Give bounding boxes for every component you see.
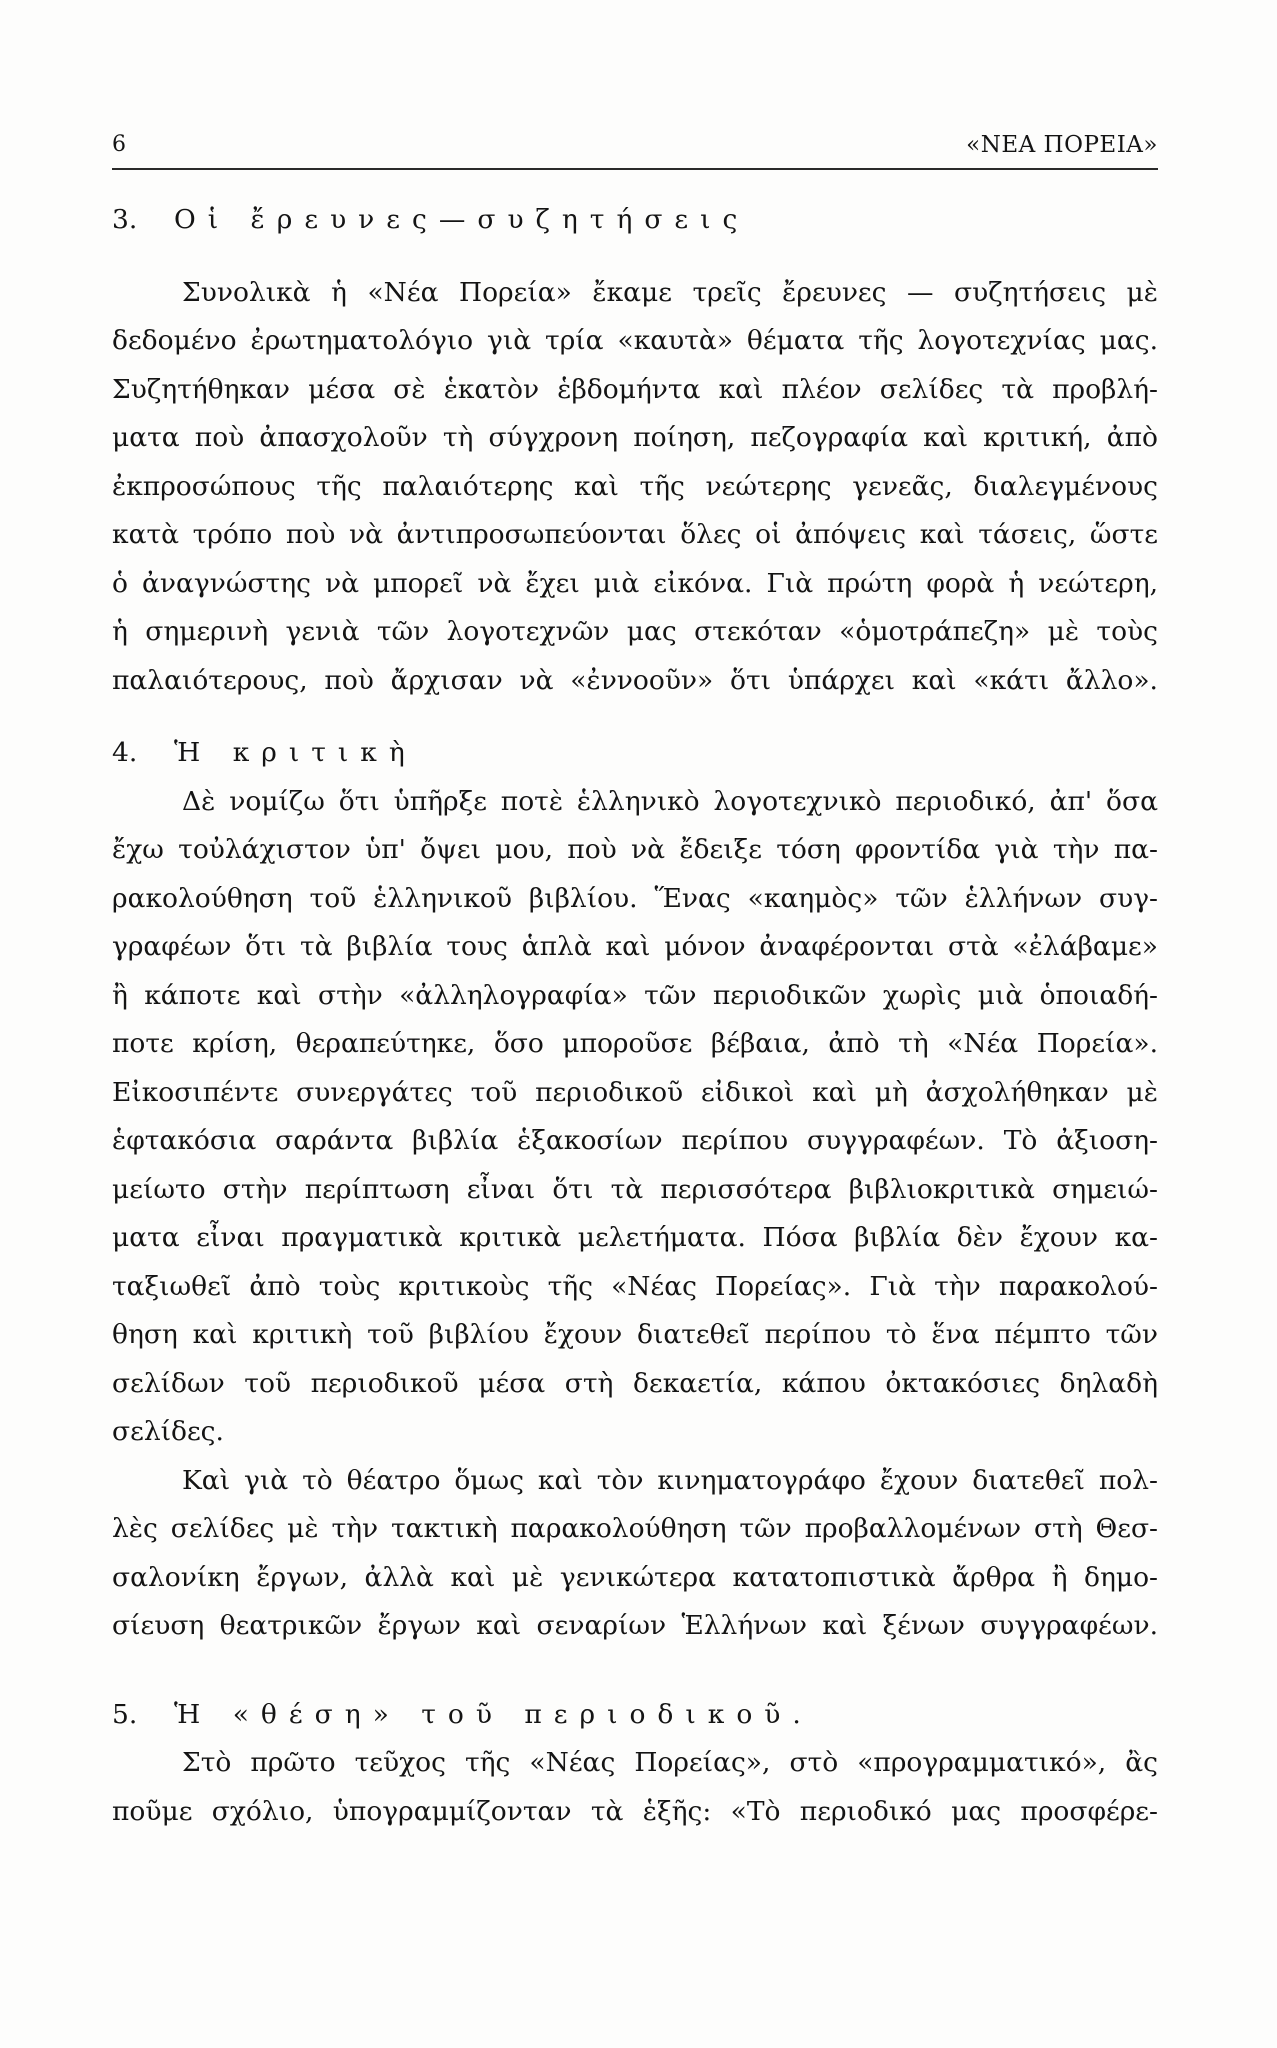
text-line: δεδομένο ἐρωτηματολόγιο γιὰ τρία «καυτὰ» θέματα τῆς λογοτεχνίας μας. xyxy=(112,325,1158,356)
text-line: ἑφτακόσια σαράντα βιβλία ἑξακοσίων περίπου συγγραφέων. Τὸ ἀξιοση- xyxy=(112,1125,1158,1156)
section-heading-3 xyxy=(112,196,1158,245)
section-number: 3. xyxy=(112,204,138,235)
text-line: ὁ ἀναγνώστης νὰ μπορεῖ νὰ ἔχει μιὰ εἰκόνα. Γιὰ πρώτη φορὰ ἡ νεώτερη, xyxy=(112,567,1158,599)
section-3-paragraph xyxy=(112,269,1158,706)
text-line: μείωτο στὴν περίπτωση εἶναι ὅτι τὰ περισσότερα βιβλιοκριτικὰ σημειώ- xyxy=(112,1173,1158,1205)
section-5-paragraph xyxy=(112,1739,1158,1836)
page-number: 6 xyxy=(112,132,126,157)
text-line: σελίδων τοῦ περιοδικοῦ μέσα στὴ δεκαετία, κάπου ὀκτακόσιες δηλαδὴ xyxy=(112,1367,1158,1399)
section-number: 4. xyxy=(112,737,138,768)
text-line: Συνολικὰ ἡ «Νέα Πορεία» ἔκαμε τρεῖς ἔρευνες — συζητήσεις μὲ xyxy=(182,276,1158,308)
text-line: Δὲ νομίζω ὅτι ὑπῆρξε ποτὲ ἑλληνικὸ λογοτεχνικὸ περιοδικό, ἀπ' ὅσα xyxy=(182,785,1158,817)
text-line: ματα εἶναι πραγματικὰ κριτικὰ μελετήματα. Πόσα βιβλία δὲν ἔχουν κα- xyxy=(112,1222,1158,1253)
section-title: Ἡ «θέση» τοῦ περιοδικοῦ. xyxy=(174,1698,813,1730)
text-line: κατὰ τρόπο ποὺ νὰ ἀντιπροσωπεύονται ὅλες οἱ ἀπόψεις καὶ τάσεις, ὥστε xyxy=(112,519,1158,550)
running-header xyxy=(112,128,1158,170)
text-line: γραφέων ὅτι τὰ βιβλία τους ἁπλὰ καὶ μόνον ἀναφέρονται στὰ «ἐλάβαμε» xyxy=(112,931,1158,962)
journal-title: «ΝΕΑ ΠΟΡΕΙΑ» xyxy=(966,132,1158,158)
text-line: σελίδες. xyxy=(112,1416,224,1447)
section-title: Οἱ ἔρευνες—συζητήσεις xyxy=(174,204,750,235)
section-4-paragraph-2 xyxy=(112,1457,1158,1651)
section-title: Ἡ κριτικὴ xyxy=(174,737,417,768)
text-line: σαλονίκη ἔργων, ἀλλὰ καὶ μὲ γενικώτερα κατατοπιστικὰ ἄρθρα ἢ δημο- xyxy=(112,1561,1158,1593)
text-line: παλαιότερους, ποὺ ἄρχισαν νὰ «ἐννοοῦν» ὅτι ὑπάρχει καὶ «κάτι ἄλλο». xyxy=(112,664,1158,696)
text-line: Εἰκοσιπέντε συνεργάτες τοῦ περιοδικοῦ εἰδικοὶ καὶ μὴ ἀσχολήθηκαν μὲ xyxy=(112,1076,1158,1108)
text-line: ἢ κάποτε καὶ στὴν «ἀλληλογραφία» τῶν περιοδικῶν χωρὶς μιὰ ὁποιαδή- xyxy=(112,979,1158,1011)
text-line: ποῦμε σχόλιο, ὑπογραμμίζονταν τὰ ἑξῆς: «Τὸ περιοδικό μας προσφέρε- xyxy=(112,1795,1158,1827)
text-line: Συζητήθηκαν μέσα σὲ ἑκατὸν ἑβδομήντα καὶ πλέον σελίδες τὰ προβλή- xyxy=(112,373,1158,405)
text-line: ταξιωθεῖ ἀπὸ τοὺς κριτικοὺς τῆς «Νέας Πορείας». Γιὰ τὴν παρακολού- xyxy=(112,1270,1158,1302)
text-line: ρακολούθηση τοῦ ἑλληνικοῦ βιβλίου. Ἕνας «καημὸς» τῶν ἑλλήνων συγ- xyxy=(112,882,1158,914)
text-line: ἔχω τοὐλάχιστον ὑπ' ὄψει μου, ποὺ νὰ ἔδειξε τόση φροντίδα γιὰ τὴν πα- xyxy=(112,834,1158,865)
section-heading-4 xyxy=(112,729,1158,778)
text-line: Καὶ γιὰ τὸ θέατρο ὅμως καὶ τὸν κινηματογράφο ἔχουν διατεθεῖ πολ- xyxy=(182,1464,1158,1496)
section-heading-5 xyxy=(112,1691,1158,1740)
text-line: ἡ σημερινὴ γενιὰ τῶν λογοτεχνῶν μας στεκόταν «ὁμοτράπεζη» μὲ τοὺς xyxy=(112,616,1158,647)
text-line: ποτε κρίση, θεραπεύτηκε, ὅσο μποροῦσε βέβαια, ἀπὸ τὴ «Νέα Πορεία». xyxy=(112,1028,1158,1059)
text-line: Στὸ πρῶτο τεῦχος τῆς «Νέας Πορείας», στὸ «προγραμματικό», ἂς xyxy=(182,1747,1158,1778)
section-number: 5. xyxy=(112,1698,138,1730)
text-line: λὲς σελίδες μὲ τὴν τακτικὴ παρακολούθηση τῶν προβαλλομένων στὴ Θεσ- xyxy=(112,1513,1158,1544)
section-4-paragraph xyxy=(112,778,1158,1457)
body-text xyxy=(112,196,1158,1836)
text-line: ἐκπροσώπους τῆς παλαιότερης καὶ τῆς νεώτερης γενεᾶς, διαλεγμένους xyxy=(112,470,1158,502)
text-line: σίευση θεατρικῶν ἔργων καὶ σεναρίων Ἑλλήνων καὶ ξένων συγγραφέων. xyxy=(112,1610,1158,1641)
text-line: ματα ποὺ ἀπασχολοῦν τὴ σύγχρονη ποίηση, πεζογραφία καὶ κριτική, ἀπὸ xyxy=(112,422,1158,453)
text-line: θηση καὶ κριτικὴ τοῦ βιβλίου ἔχουν διατεθεῖ περίπου τὸ ἕνα πέμπτο τῶν xyxy=(112,1319,1158,1350)
